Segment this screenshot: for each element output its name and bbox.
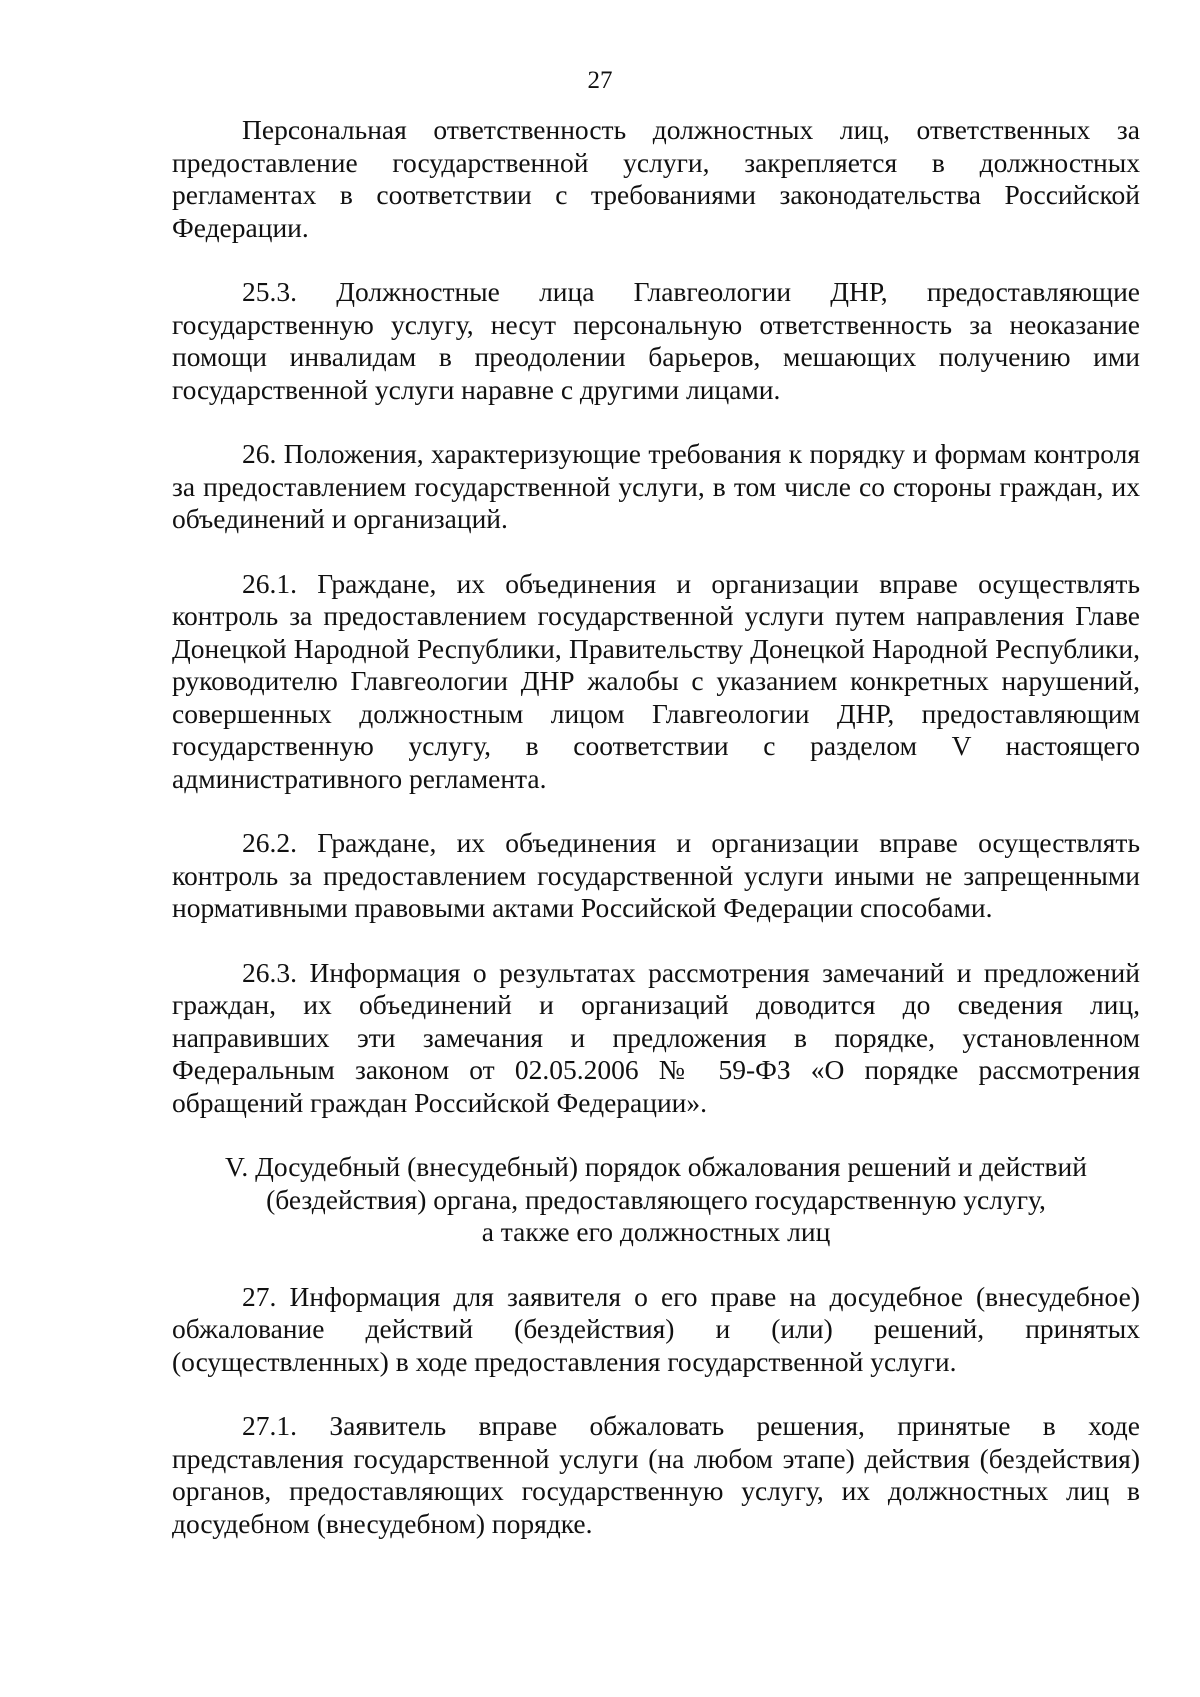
section-v-heading xyxy=(172,1151,1140,1249)
paragraph-personal-responsibility: Персональная ответственность должностных лиц, ответственных за предоставление государственной услуги, закрепляется в должностных регламентах в соответствии с требованиями законодательства Российской Федерации. xyxy=(172,114,1140,243)
paragraph-26-2: 26.2. Граждане, их объединения и организации вправе осуществлять контроль за предоставлением государственной услуги иными не запрещенными нормативными правовыми актами Российской Федерации способами. xyxy=(172,827,1140,923)
page-number: 27 xyxy=(587,67,613,94)
paragraph-26: 26. Положения, характеризующие требования к порядку и формам контроля за предоставлением государственной услуги, в том числе со стороны граждан, их объединений и организаций. xyxy=(172,438,1140,534)
document-body xyxy=(172,114,1140,1572)
paragraph-26-1: 26.1. Граждане, их объединения и организации вправе осуществлять контроль за предоставлением государственной услуги путем направления Главе Донецкой Народной Республики, Правительству Донецкой Народной Республики, руководителю Главгеологии ДНР жалобы с указанием конкретных нарушений, совершенных должностным лицом Главгеологии ДНР, предоставляющим государственную услугу, в соответствии с разделом V настоящего административного регламента. xyxy=(172,567,1140,794)
paragraph-26-3: 26.3. Информация о результатах рассмотрения замечаний и предложений граждан, их объединений и организаций доводится до сведения лиц, направивших эти замечания и предложения в порядке, установленном Федеральным законом от 02.05.2006 № 59-ФЗ «О порядке рассмотрения обращений граждан Российской Федерации». xyxy=(172,956,1140,1118)
section-heading-line-3: а также его должностных лиц xyxy=(481,1216,831,1247)
paragraph-27: 27. Информация для заявителя о его праве на досудебное (внесудебное) обжалование действий (бездействия) и (или) решений, принятых (осуществленных) в ходе предоставления государственной услуги. xyxy=(172,1280,1140,1377)
section-heading-line-1: V. Досудебный (внесудебный) порядок обжалования решений и действий xyxy=(225,1151,1087,1182)
paragraph-27-1: 27.1. Заявитель вправе обжаловать решения, принятые в ходе представления государственной услуги (на любом этапе) действия (бездействия) органов, предоставляющих государственную услугу, их должностных лиц в досудебном (внесудебном) порядке. xyxy=(172,1410,1140,1539)
paragraph-25-3: 25.3. Должностные лица Главгеологии ДНР, предоставляющие государственную услугу, несут персональную ответственность за неоказание помощи инвалидам в преодолении барьеров, мешающих получению ими государственной услуги наравне с другими лицами. xyxy=(172,276,1140,405)
section-heading-line-2: (бездействия) органа, предоставляющего государственную услугу, xyxy=(266,1183,1046,1215)
